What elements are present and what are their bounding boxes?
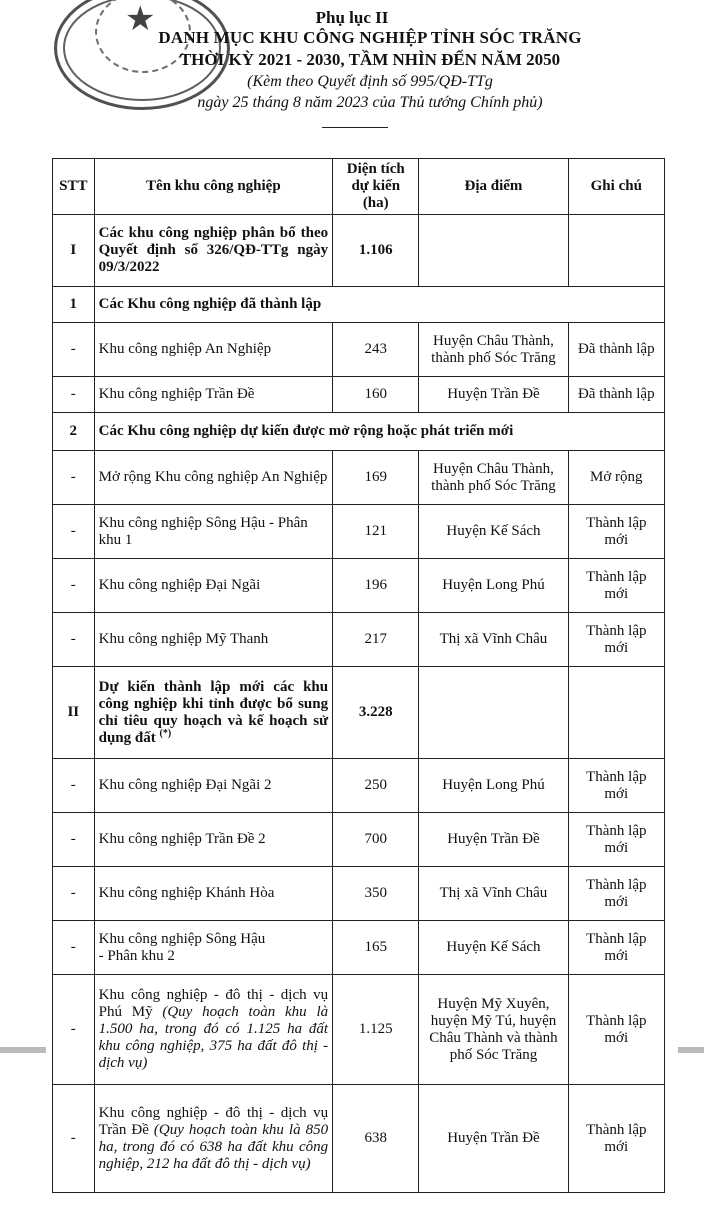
row-area: 169 [333, 451, 419, 505]
row-area: 638 [333, 1085, 419, 1193]
row-note: Đã thành lập [568, 377, 664, 413]
row-location: Thị xã Vĩnh Châu [419, 867, 568, 921]
row-note: Thành lập mới [568, 813, 664, 867]
document-period: THỜI KỲ 2021 - 2030, TẦM NHÌN ĐẾN NĂM 2050 [179, 50, 561, 69]
row-location: Huyện Long Phú [419, 559, 568, 613]
title-divider [322, 127, 388, 128]
table-row [53, 813, 665, 867]
row-area: 1.106 [333, 215, 419, 287]
row-stt: II [53, 667, 95, 759]
row-name: Khu công nghiệp - đô thị - dịch vụ Trần Đề [98, 1104, 329, 1138]
row-area: 217 [333, 613, 419, 667]
row-name: Khu công nghiệp Khánh Hòa [94, 867, 333, 921]
row-location: Huyện Trần Đề [419, 1085, 568, 1193]
table-row [53, 451, 665, 505]
row-name-cell [94, 1085, 333, 1193]
row-name: Mở rộng Khu công nghiệp An Nghiệp [94, 451, 333, 505]
table-row [53, 413, 665, 451]
row-name-continuation: - Phân khu 2 [98, 947, 175, 964]
table-row [53, 323, 665, 377]
row-note [568, 215, 664, 287]
row-stt: I [53, 215, 95, 287]
row-stt: - [53, 975, 95, 1085]
row-note: Thành lập mới [568, 505, 664, 559]
row-name: Khu công nghiệp Đại Ngãi 2 [94, 759, 333, 813]
row-note: Thành lập mới [568, 921, 664, 975]
table-row [53, 287, 665, 323]
table-row [53, 613, 665, 667]
row-note: Mở rộng [568, 451, 664, 505]
row-name: Khu công nghiệp Sông Hậu - Phân khu 1 [94, 505, 333, 559]
table-row [53, 759, 665, 813]
table-row [53, 505, 665, 559]
row-name: Khu công nghiệp Trần Đề 2 [94, 813, 333, 867]
row-name-note: (Quy hoạch toàn khu là 1.500 ha, trong đó có 1.125 ha đất khu công nghiệp, 375 ha đất đô thị - dịch vụ) [98, 1004, 329, 1071]
page-edge-mark-left [0, 1047, 46, 1053]
document-title: DANH MỤC KHU CÔNG NGHIỆP TỈNH SÓC TRĂNG [158, 28, 582, 47]
decision-date: ngày 25 tháng 8 năm 2023 của Thủ tướng Chính phủ) [197, 94, 543, 111]
row-area: 1.125 [333, 975, 419, 1085]
row-name: Khu công nghiệp An Nghiệp [94, 323, 333, 377]
row-area: 700 [333, 813, 419, 867]
table-row [53, 559, 665, 613]
table-row [53, 215, 665, 287]
row-name: Khu công nghiệp Mỹ Thanh [94, 613, 333, 667]
industrial-zone-table [52, 158, 665, 1193]
row-location: Huyện Châu Thành, thành phố Sóc Trăng [419, 323, 568, 377]
col-note: Ghi chú [568, 159, 664, 215]
row-name: Khu công nghiệp - đô thị - dịch vụ Phú Mỹ [98, 987, 329, 1020]
table-row [53, 975, 665, 1085]
row-area: 160 [333, 377, 419, 413]
footnote-marker: (*) [159, 727, 172, 739]
table-row [53, 667, 665, 759]
table-row [53, 921, 665, 975]
decision-reference: (Kèm theo Quyết định số 995/QĐ-TTg [247, 73, 493, 90]
table-row [53, 377, 665, 413]
row-stt: - [53, 921, 95, 975]
row-stt: 2 [53, 413, 95, 451]
row-stt: - [53, 451, 95, 505]
row-location: Huyện Trần Đề [419, 813, 568, 867]
col-stt: STT [53, 159, 95, 215]
row-stt: - [53, 323, 95, 377]
row-stt: - [53, 559, 95, 613]
row-stt: - [53, 813, 95, 867]
row-area: 350 [333, 867, 419, 921]
row-note [568, 667, 664, 759]
row-name-cell [94, 667, 333, 759]
row-name: Khu công nghiệp Đại Ngãi [94, 559, 333, 613]
page-edge-mark-right [678, 1047, 704, 1053]
row-location [419, 667, 568, 759]
col-location: Địa điểm [419, 159, 568, 215]
col-name: Tên khu công nghiệp [94, 159, 333, 215]
row-stt: - [53, 867, 95, 921]
row-note: Thành lập mới [568, 613, 664, 667]
row-note: Thành lập mới [568, 867, 664, 921]
row-location [419, 215, 568, 287]
row-location: Huyện Mỹ Xuyên, huyện Mỹ Tú, huyện Châu Thành và thành phố Sóc Trăng [419, 975, 568, 1085]
row-note: Thành lập mới [568, 759, 664, 813]
row-name: Các khu công nghiệp phân bổ theo Quyết định số 326/QĐ-TTg ngày 09/3/2022 [94, 215, 333, 287]
row-location: Huyện Trần Đề [419, 377, 568, 413]
row-area: 3.228 [333, 667, 419, 759]
row-note: Thành lập mới [568, 1085, 664, 1193]
row-stt: 1 [53, 287, 95, 323]
row-stt: - [53, 1085, 95, 1193]
row-name: Các Khu công nghiệp dự kiến được mở rộng hoặc phát triển mới [94, 413, 664, 451]
row-area: 121 [333, 505, 419, 559]
row-area: 165 [333, 921, 419, 975]
table-row [53, 867, 665, 921]
row-name: Dự kiến thành lập mới các khu công nghiệp khi tỉnh được bổ sung chỉ tiêu quy hoạch và kế hoạch sử dụng đất [98, 678, 329, 746]
row-name: Khu công nghiệp Trần Đề [94, 377, 333, 413]
row-name-cell [94, 921, 333, 975]
seal-star-icon: ★ [125, 0, 156, 39]
row-name: Các Khu công nghiệp đã thành lập [94, 287, 664, 323]
row-location: Huyện Kế Sách [419, 505, 568, 559]
table-row [53, 1085, 665, 1193]
row-note: Thành lập mới [568, 975, 664, 1085]
row-location: Huyện Kế Sách [419, 921, 568, 975]
row-note: Thành lập mới [568, 559, 664, 613]
col-area: Diện tích dự kiến (ha) [333, 159, 419, 215]
row-area: 196 [333, 559, 419, 613]
row-location: Huyện Châu Thành, thành phố Sóc Trăng [419, 451, 568, 505]
row-area: 243 [333, 323, 419, 377]
row-stt: - [53, 505, 95, 559]
row-note: Đã thành lập [568, 323, 664, 377]
row-name-note: (Quy hoạch toàn khu là 850 ha, trong đó có 638 ha đất khu công nghiệp, 212 ha đất đô thị - dịch vụ) [98, 1121, 329, 1172]
row-stt: - [53, 759, 95, 813]
table-header-row [53, 159, 665, 215]
row-area: 250 [333, 759, 419, 813]
row-stt: - [53, 613, 95, 667]
row-name: Khu công nghiệp Sông Hậu [98, 930, 266, 947]
appendix-label: Phụ lục II [315, 8, 389, 27]
row-stt: - [53, 377, 95, 413]
row-location: Thị xã Vĩnh Châu [419, 613, 568, 667]
row-location: Huyện Long Phú [419, 759, 568, 813]
row-name-cell [94, 975, 333, 1085]
